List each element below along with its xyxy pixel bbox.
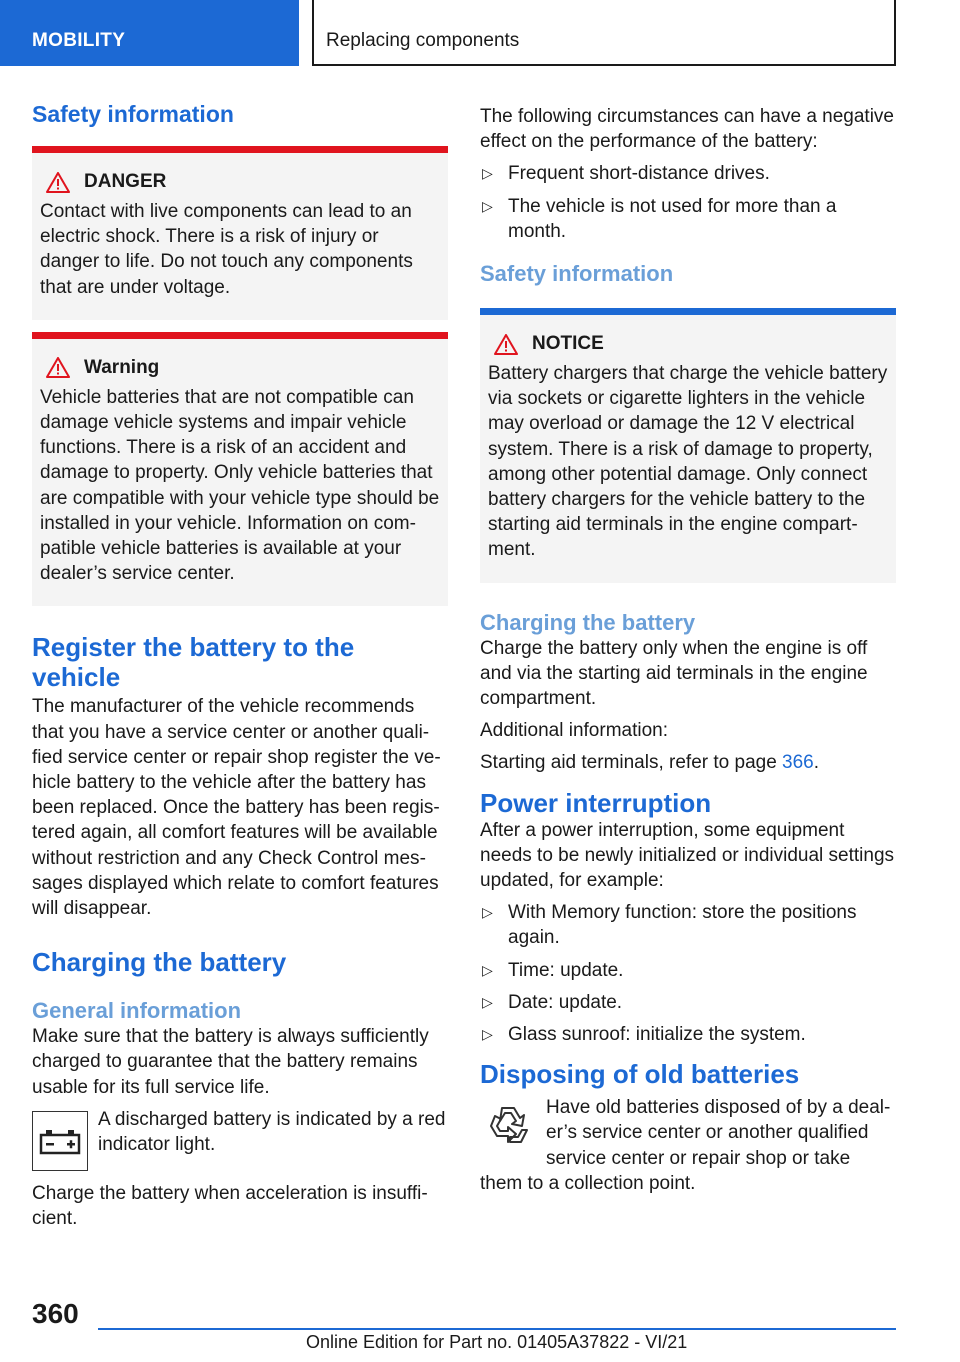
warning-triangle-icon xyxy=(46,172,70,193)
bullet-triangle-icon: ▷ xyxy=(482,993,493,1010)
bullet-triangle-icon: ▷ xyxy=(482,904,493,921)
safety-heading-left: Safety information xyxy=(32,101,234,127)
footer-edition: Online Edition for Part no. 01405A37822 - VI/21 xyxy=(306,1332,688,1352)
bullet-triangle-icon: ▷ xyxy=(482,961,493,978)
general-info-text: Make sure that the battery is always sufficiently charged to guarantee that the battery remains usable for its full service life. xyxy=(32,1026,429,1098)
notice-title xyxy=(488,333,888,355)
list-item: ▷ Time: update. xyxy=(480,958,896,983)
power-heading: Power interruption xyxy=(480,787,712,818)
footer-divider xyxy=(98,1328,896,1330)
notice-text: Battery chargers that charge the vehicle battery via sockets or cigarette lighters in the vehicle may overload or damage the 12 V electrical system. There is a risk of damage to property, among other potential damage. Only connect battery chargers for the vehicle battery to the starting aid terminals in the engine compartment. xyxy=(488,363,888,561)
list-item: ▷ Date: update. xyxy=(480,990,896,1015)
list-item: ▷ With Memory function: store the positions again. xyxy=(482,902,857,949)
recycle-icon xyxy=(480,1097,536,1157)
disposing-heading: Disposing of old batteries xyxy=(480,1059,800,1090)
circumstances-list xyxy=(480,161,896,244)
section-tab xyxy=(0,0,299,66)
notice-box xyxy=(480,308,896,583)
warning-triangle-icon xyxy=(494,334,518,355)
battery-indicator-icon xyxy=(32,1111,88,1171)
bullet-triangle-icon: ▷ xyxy=(482,1026,493,1043)
charging-heading-left: Charging the battery xyxy=(32,947,287,978)
disposing-text: Have old batteries disposed of by a dealer’s service center or another qualified service center or repair shop or take them to a collection point. xyxy=(480,1097,891,1194)
bullet-triangle-icon: ▷ xyxy=(482,165,493,182)
notice-label: NOTICE xyxy=(532,333,604,355)
charging-heading-right: Charging the battery xyxy=(480,609,696,635)
warning-text: Vehicle batteries that are not compatible can damage vehicle systems and impair vehicle functions. There is a risk of an accident and damage to property. Only vehicle batteries that are compatible with your vehicle type should be installed in your vehicle. Information on compatible vehicle batteries is available at your dealer’s service center. xyxy=(40,386,440,585)
warning-box xyxy=(32,332,448,607)
chapter-tab xyxy=(312,0,896,66)
safety-heading-right: Safety information xyxy=(480,261,674,287)
reference-line: Starting aid terminals, refer to page 366. xyxy=(480,752,820,774)
section-label: MOBILITY xyxy=(32,30,126,51)
right-column xyxy=(480,104,896,1203)
warning-title xyxy=(40,357,440,379)
chapter-label: Replacing components xyxy=(326,30,520,51)
page-reference-link[interactable]: 366 xyxy=(782,752,814,774)
list-item: ▷ The vehicle is not used for more than a month. xyxy=(482,195,837,242)
indicator-text: A discharged battery is indicated by a red indicator light. xyxy=(98,1108,446,1156)
general-info-heading: General information xyxy=(32,998,242,1024)
register-text: The manufacturer of the vehicle recommends that you have a service center or another qualified service center or repair shop register the vehicle battery to the vehicle after the battery has been replaced. Once the battery has been registered again, all comfort features will be available without restriction and any Check Control messages displayed which relate to comfort features will disappear. xyxy=(32,696,441,920)
additional-info-label: Additional information: xyxy=(480,720,668,742)
list-item: ▷ Frequent short-distance drives. xyxy=(480,161,896,186)
page-header xyxy=(0,0,960,66)
acceleration-text: Charge the battery when acceleration is insufficient. xyxy=(32,1182,428,1230)
charging-text: Charge the battery only when the engine is off and via the starting aid terminals in the engine compartment. xyxy=(480,637,868,710)
danger-label: DANGER xyxy=(84,171,167,192)
left-column xyxy=(32,100,448,1238)
warning-label: Warning xyxy=(84,356,160,378)
disposing-row xyxy=(480,1095,896,1196)
circumstances-intro: The following circumstances can have a negative effect on the performance of the battery: xyxy=(480,106,895,153)
register-heading: Register the battery to the vehicle xyxy=(32,632,355,693)
bullet-triangle-icon: ▷ xyxy=(482,197,493,214)
indicator-row xyxy=(32,1107,448,1177)
power-list xyxy=(480,900,896,1047)
page-number: 360 xyxy=(32,1298,79,1329)
list-item: ▷ Glass sunroof: initialize the system. xyxy=(480,1022,896,1047)
warning-triangle-icon xyxy=(46,357,70,378)
danger-box xyxy=(32,146,448,320)
power-text: After a power interruption, some equipment needs to be newly initialized or individual settings updated, for example: xyxy=(480,819,895,892)
danger-title xyxy=(40,171,440,193)
danger-text: Contact with live components can lead to an electric shock. There is a risk of injury or danger to life. Do not touch any components that are under voltage. xyxy=(40,201,413,298)
